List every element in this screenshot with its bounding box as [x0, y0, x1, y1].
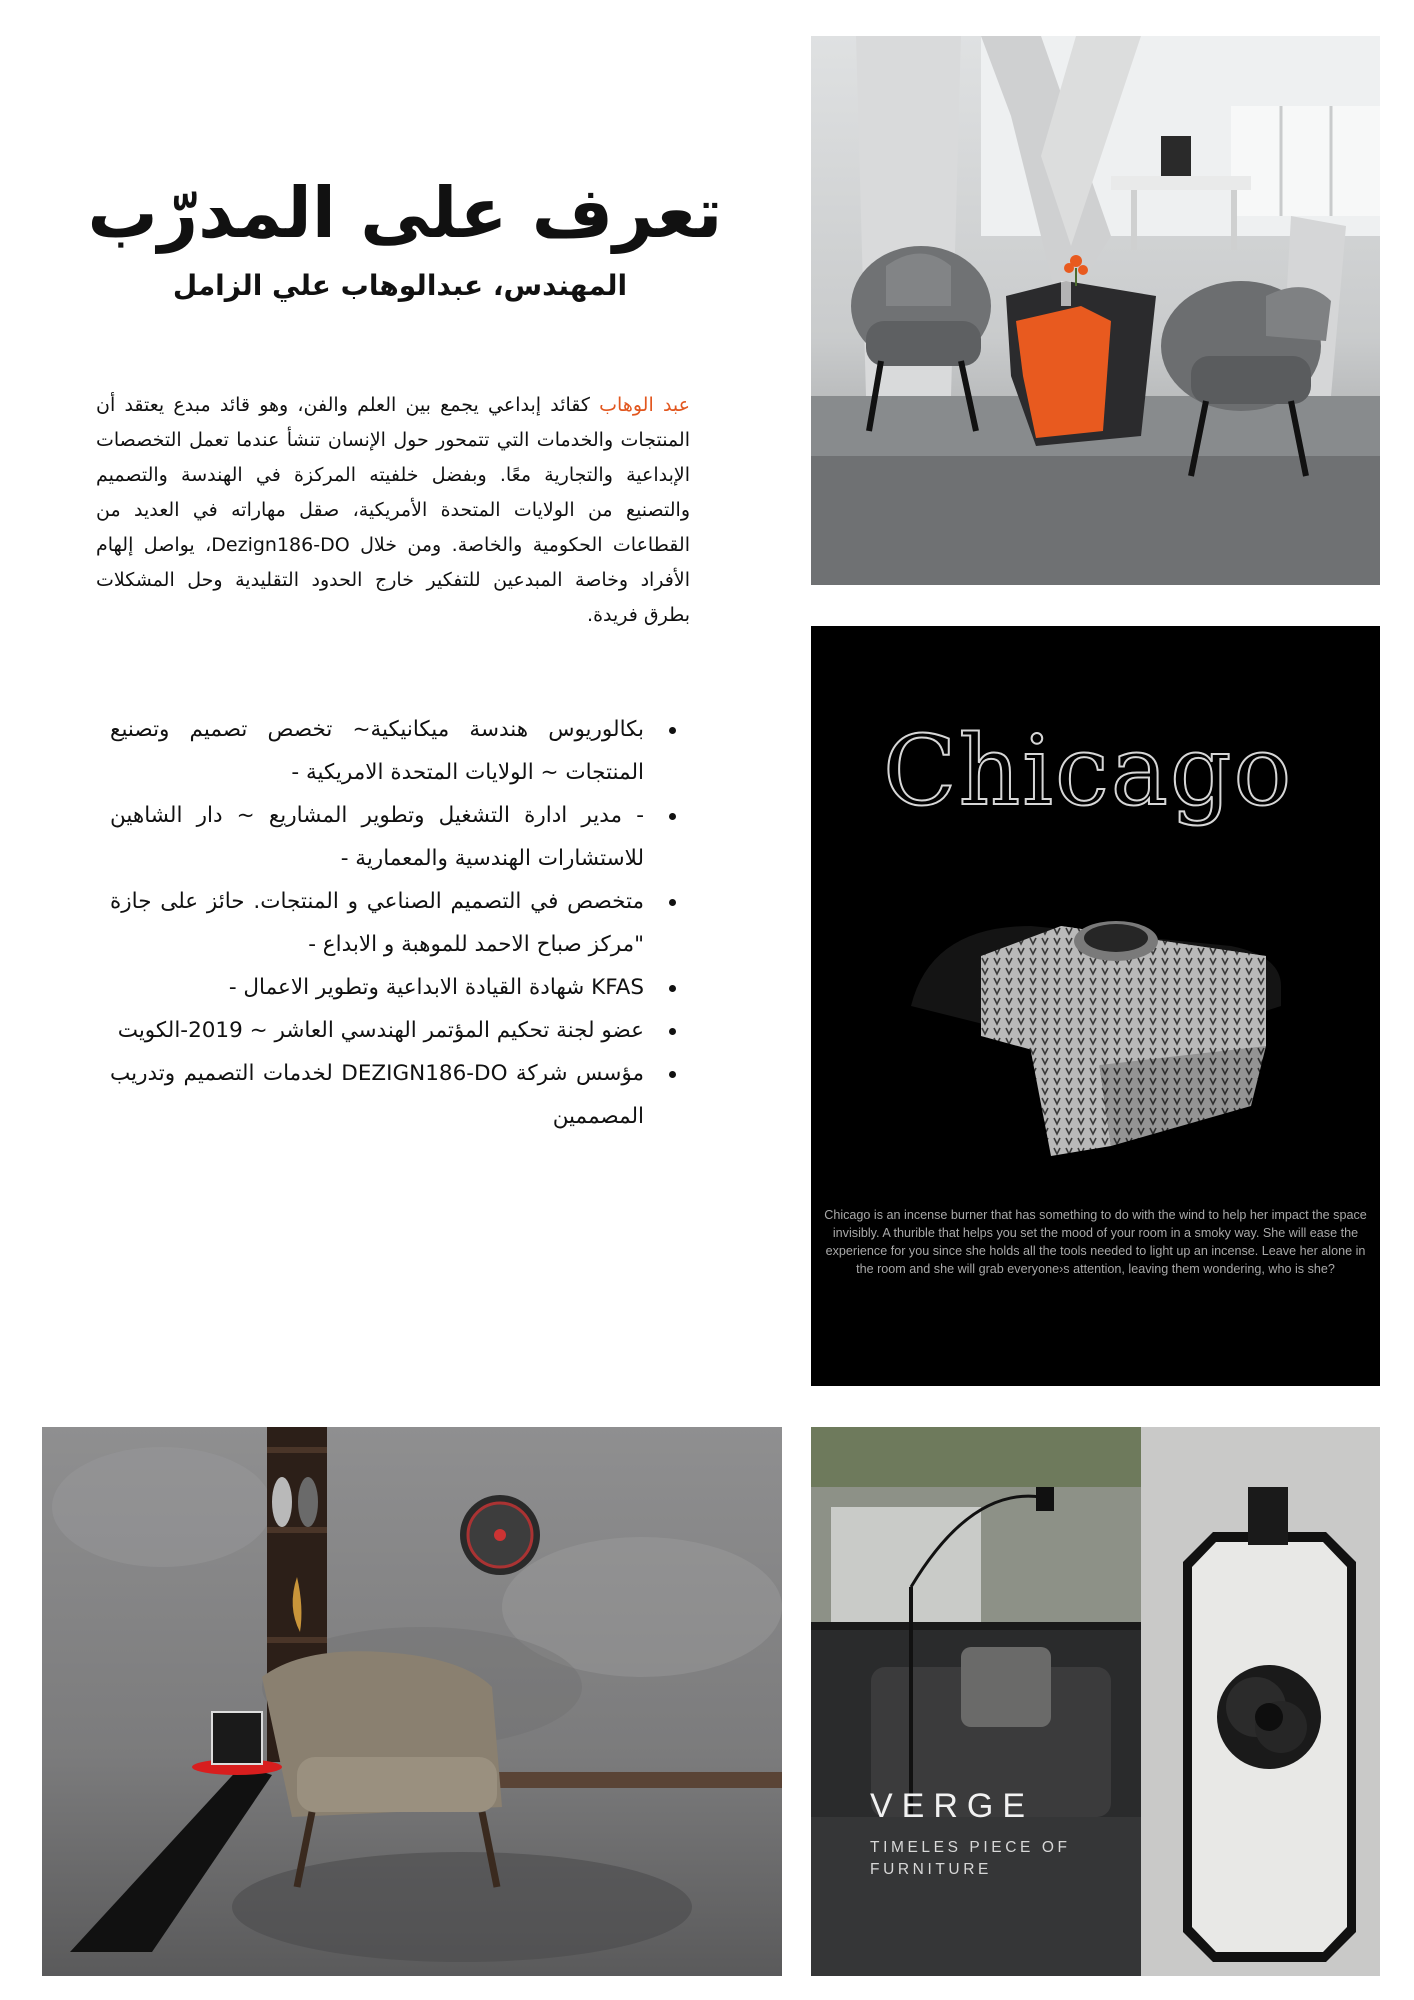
list-item — [110, 880, 670, 966]
page-title: تعرف على المدرّب — [87, 172, 723, 254]
photo-armchair-table — [42, 1427, 782, 1976]
armchair-scene-illustration — [42, 1427, 782, 1976]
intro-text: كقائد إبداعي يجمع بين العلم والفن، وهو قائد مبدع يعتقد أن المنتجات والخدمات التي تتمحور حول الإنسان تنشأ عندما تعمل التخصصات الإبداعية والتجارية معًا. وبفضل خلفيته المركزة في الهندسة والتصميم والتصنيع من الولايات المتحدة الأمريكية، صقل مهاراته في العديد من القطاعات الحكومية والخاصة. ومن خلال Dezign186-DO، يواصل إلهام الأفراد وخاصة المبدعين للتفكير خارج الحدود التقليدية وحل المشكلات بطرق فريدة. — [96, 394, 690, 626]
photo-verge-furniture — [811, 1427, 1380, 1976]
credential-text: عضو لجنة تحكيم المؤتمر الهندسي العاشر ~ 2019-الكويت — [117, 1018, 644, 1043]
list-item — [110, 1009, 670, 1052]
photo-chicago-product — [811, 626, 1380, 1386]
verge-title: VERGE — [870, 1787, 1035, 1825]
bullet-icon — [669, 813, 676, 820]
chicago-illustration — [811, 626, 1380, 1186]
lounge-scene-illustration — [811, 36, 1380, 585]
photo-lounge-chairs — [811, 36, 1380, 585]
chicago-caption: Chicago is an incense burner that has something to do with the wind to help her impact the space invisibly. A thurible that helps you set the mood of your room in a smoky way. She will ease the experience for you since she holds all the tools needed to light up an incense. Leave her alone in the room and she will grab everyone›s attention, leaving them wondering, who is she? — [824, 1208, 1367, 1276]
bullet-icon — [669, 899, 676, 906]
bullet-icon — [669, 1071, 676, 1078]
bullet-icon — [669, 985, 676, 992]
list-item — [110, 794, 670, 880]
bullet-icon — [669, 727, 676, 734]
credential-text: بكالوريوس هندسة ميكانيكية~ تخصص تصميم وتصنيع المنتجات ~ الولايات المتحدة الامريكية - — [110, 717, 644, 785]
verge-subtitle: TIMELES PIECE OF FURNITURE — [870, 1839, 1071, 1878]
credentials-list — [110, 708, 670, 1138]
intro-highlight-name: عبد الوهاب — [599, 394, 690, 416]
bullet-icon — [669, 1028, 676, 1035]
verge-scene-illustration — [811, 1427, 1380, 1976]
credential-text: KFAS شهادة القيادة الابداعية وتطوير الاعمال - — [228, 975, 644, 1000]
list-item — [110, 966, 670, 1009]
chicago-logo: Chicago — [883, 715, 1294, 827]
credential-text: مؤسس شركة DEZIGN186-DO لخدمات التصميم وتدريب المصممين — [110, 1061, 645, 1129]
list-item — [110, 1052, 670, 1138]
page-subtitle: المهندس، عبدالوهاب علي الزامل — [172, 269, 628, 302]
list-item — [110, 708, 670, 794]
credential-text: - مدير ادارة التشغيل وتطوير المشاريع ~ دار الشاهين للاستشارات الهندسية والمعمارية - — [110, 803, 644, 871]
intro-paragraph — [96, 388, 690, 633]
credential-text: متخصص في التصميم الصناعي و المنتجات. حائز على جازة "مركز صباح الاحمد للموهبة و الابداع - — [110, 889, 644, 957]
